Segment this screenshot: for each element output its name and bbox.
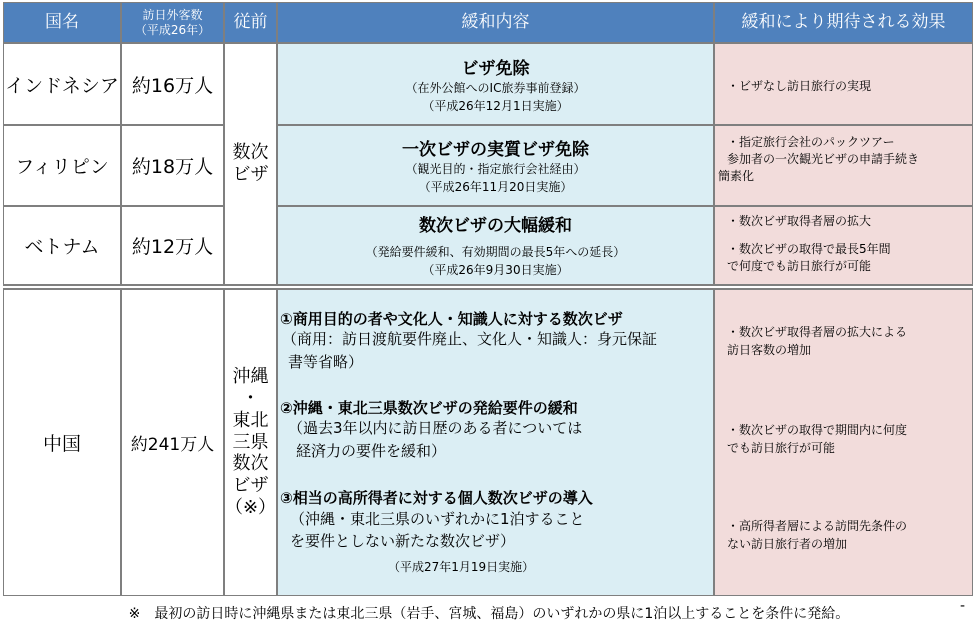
country-china: 中国 xyxy=(3,289,121,596)
china-item3-text: を要件としない新たな数次ビザ） xyxy=(290,532,516,550)
relaxation-philippines xyxy=(277,125,714,206)
effect-text: ・数次ビザの取得で期間内に何度 xyxy=(727,423,908,437)
previous-multi-visa: 数次 ビザ xyxy=(224,43,277,285)
effect-text: でも訪日旅行が可能 xyxy=(727,441,836,455)
effect-text: ・数次ビザ取得者層の拡大による xyxy=(727,325,908,339)
country-indonesia: インドネシア xyxy=(3,43,121,125)
relaxation-vietnam xyxy=(277,206,714,285)
country-vietnam: ベトナム xyxy=(3,206,121,285)
relaxation-title: ビザ免除 xyxy=(461,58,530,79)
china-item3-text: （沖縄・東北三県のいずれかに1泊すること xyxy=(290,510,585,528)
relaxation-detail: （観光目的・指定旅行会社経由） xyxy=(405,162,586,176)
visa-relaxation-table xyxy=(3,2,973,596)
effect-text: ・数次ビザの取得で最長5年間 xyxy=(727,242,891,256)
footnote: ※ 最初の訪日時に沖縄県または東北三県（岩手、宮城、福島）のいずれかの県に1泊以上することを条件に発給。 xyxy=(128,606,850,622)
relaxation-date: （平成26年12月1日実施） xyxy=(422,98,569,113)
effect-philippines xyxy=(714,125,973,206)
relaxation-indonesia xyxy=(277,43,714,125)
china-item2-title: ②沖縄・東北三県数次ビザの発給要件の緩和 xyxy=(280,399,578,417)
header-relaxation: 緩和内容 xyxy=(277,2,714,43)
effect-text: ない訪日旅行者の増加 xyxy=(727,537,848,551)
effect-text: ・指定旅行会社のパックツアー xyxy=(727,135,895,149)
country-philippines: フィリピン xyxy=(3,125,121,206)
visitors-indonesia: 約16万人 xyxy=(121,43,224,125)
page-mark: - xyxy=(960,598,966,614)
visitors-china: 約241万人 xyxy=(121,289,224,596)
visitors-vietnam: 約12万人 xyxy=(121,206,224,285)
effect-text: ・高所得者層による訪問先条件の xyxy=(727,519,908,533)
visitors-philippines: 約18万人 xyxy=(121,125,224,206)
effect-text: 訪日客数の増加 xyxy=(727,343,812,357)
header-visitors-line1: 訪日外客数 xyxy=(142,8,203,23)
relaxation-detail: （在外公館へのIC旅券事前登録） xyxy=(405,80,586,95)
effect-china xyxy=(714,289,973,596)
relaxation-china xyxy=(277,289,714,596)
header-previous: 従前 xyxy=(224,2,277,43)
relaxation-date: （平成26年9月30日実施） xyxy=(422,263,569,277)
effect-text: 参加者の一次観光ビザの申請手続き xyxy=(727,152,920,166)
relaxation-detail: （発給要件緩和、有効期間の最長5年への延長） xyxy=(365,245,626,259)
effect-text: ・数次ビザ取得者層の拡大 xyxy=(727,214,872,228)
china-item1-text: （商用：訪日渡航要件廃止、文化人・知識人：身元保証 xyxy=(282,330,658,348)
header-visitors-line2: （平成26年） xyxy=(134,22,211,37)
effect-indonesia xyxy=(714,43,973,125)
header-effect: 緩和により期待される効果 xyxy=(714,2,973,43)
previous-china: 沖縄 ・ 東北 三県 数次 ビザ （※） xyxy=(224,289,277,596)
china-item1-title: ①商用目的の者や文化人・知識人に対する数次ビザ xyxy=(280,310,623,328)
effect-text: で何度でも訪日旅行が可能 xyxy=(727,259,872,273)
china-item1-text: 書等省略） xyxy=(288,353,364,371)
header-visitors xyxy=(121,2,224,43)
relaxation-date: （平成26年11月20日実施） xyxy=(418,180,573,194)
china-item3-title: ③相当の高所得者に対する個人数次ビザの導入 xyxy=(280,489,593,507)
china-item2-text: 経済力の要件を緩和） xyxy=(296,442,447,460)
relaxation-title: 数次ビザの大幅緩和 xyxy=(419,216,572,236)
effect-vietnam xyxy=(714,206,973,285)
header-country: 国名 xyxy=(3,2,121,43)
china-item3-date: （平成27年1月19日実施） xyxy=(388,560,535,574)
effect-text: 簡素化 xyxy=(718,169,755,183)
effect-text: ・ビザなし訪日旅行の実現 xyxy=(727,79,872,93)
relaxation-title: 一次ビザの実質ビザ免除 xyxy=(402,140,589,160)
china-item2-text: （過去3年以内に訪日歴のある者については xyxy=(288,419,583,437)
